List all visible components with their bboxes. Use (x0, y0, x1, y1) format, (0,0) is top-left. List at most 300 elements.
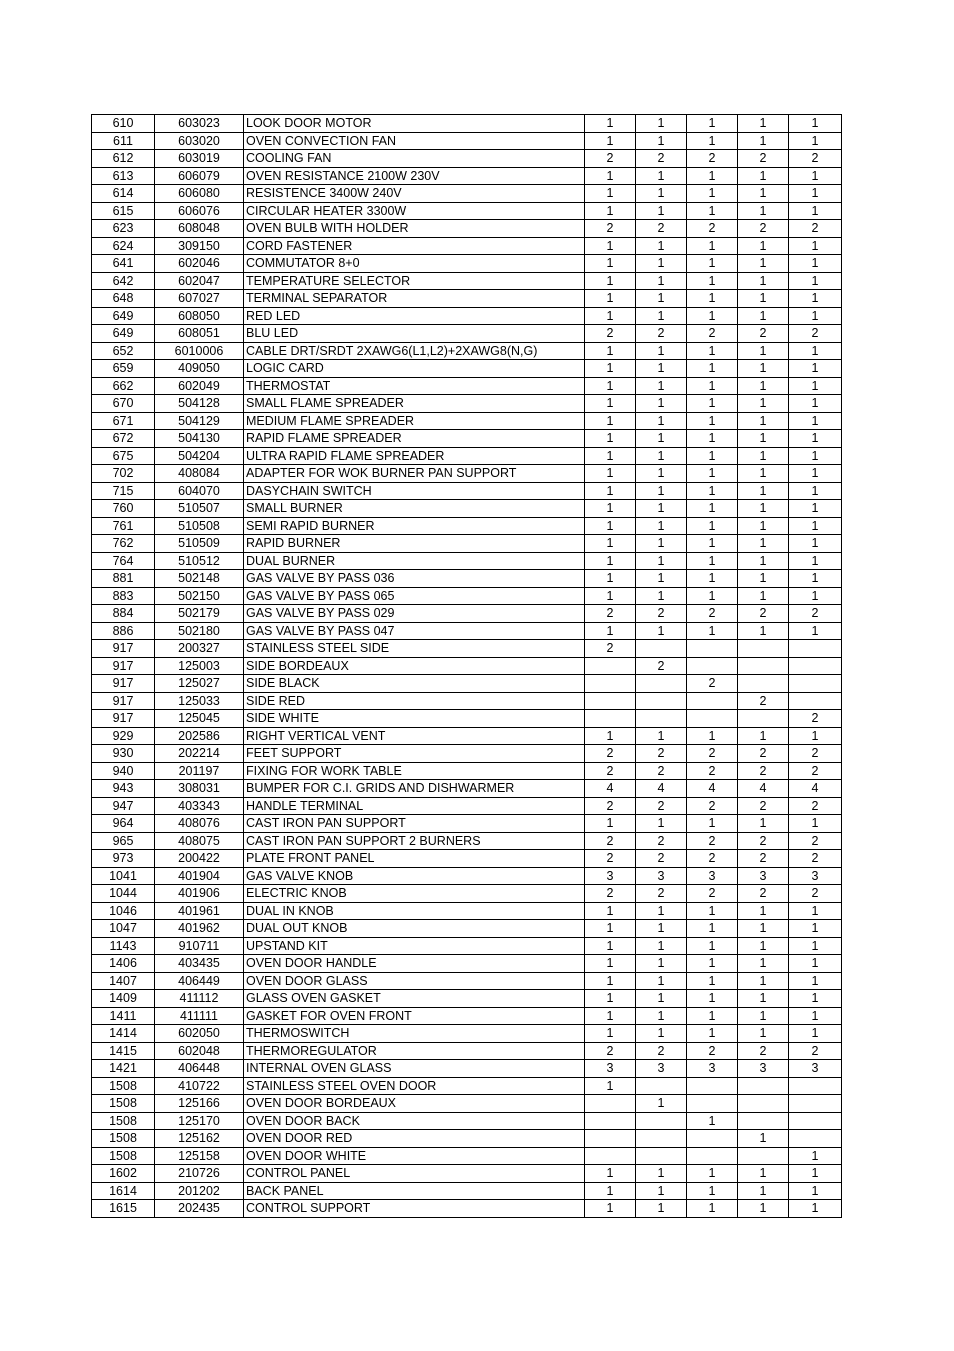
table-row (92, 745, 842, 763)
description-cell: DASYCHAIN SWITCH (244, 482, 585, 500)
qty-cell-4: 1 (738, 430, 789, 448)
qty-cell-1: 2 (585, 1042, 636, 1060)
qty-cell-3: 2 (687, 850, 738, 868)
qty-cell-4: 1 (738, 360, 789, 378)
description-cell: GAS VALVE BY PASS 029 (244, 605, 585, 623)
qty-cell-2: 1 (636, 920, 687, 938)
qty-cell-5: 2 (789, 220, 842, 238)
qty-cell-5: 1 (789, 552, 842, 570)
description-cell: TEMPERATURE SELECTOR (244, 272, 585, 290)
ref-cell: 702 (92, 465, 155, 483)
description-cell: SIDE WHITE (244, 710, 585, 728)
ref-cell: 1411 (92, 1007, 155, 1025)
qty-cell-2 (636, 1147, 687, 1165)
ref-cell: 929 (92, 727, 155, 745)
description-cell: RAPID BURNER (244, 535, 585, 553)
qty-cell-2: 1 (636, 272, 687, 290)
description-cell: DUAL IN KNOB (244, 902, 585, 920)
qty-cell-2: 1 (636, 1025, 687, 1043)
ref-cell: 615 (92, 202, 155, 220)
qty-cell-4 (738, 1095, 789, 1113)
table-row (92, 1112, 842, 1130)
ref-cell: 764 (92, 552, 155, 570)
qty-cell-5: 1 (789, 517, 842, 535)
description-cell: INTERNAL OVEN GLASS (244, 1060, 585, 1078)
table-row (92, 185, 842, 203)
description-cell: CAST IRON PAN SUPPORT 2 BURNERS (244, 832, 585, 850)
qty-cell-5: 1 (789, 622, 842, 640)
qty-cell-5: 1 (789, 465, 842, 483)
ref-cell: 1614 (92, 1182, 155, 1200)
qty-cell-2: 1 (636, 972, 687, 990)
code-cell: 125003 (155, 657, 244, 675)
description-cell: CORD FASTENER (244, 237, 585, 255)
qty-cell-3: 2 (687, 1042, 738, 1060)
ref-cell: 947 (92, 797, 155, 815)
ref-cell: 662 (92, 377, 155, 395)
qty-cell-5: 2 (789, 762, 842, 780)
description-cell: ADAPTER FOR WOK BURNER PAN SUPPORT (244, 465, 585, 483)
code-cell: 603019 (155, 150, 244, 168)
code-cell: 510507 (155, 500, 244, 518)
description-cell: OVEN DOOR GLASS (244, 972, 585, 990)
qty-cell-1: 2 (585, 745, 636, 763)
description-cell: OVEN DOOR BORDEAUX (244, 1095, 585, 1113)
qty-cell-3 (687, 1077, 738, 1095)
qty-cell-3: 2 (687, 797, 738, 815)
ref-cell: 612 (92, 150, 155, 168)
qty-cell-1: 1 (585, 1165, 636, 1183)
qty-cell-5: 1 (789, 1147, 842, 1165)
description-cell: BUMPER FOR C.I. GRIDS AND DISHWARMER (244, 780, 585, 798)
table-row (92, 447, 842, 465)
code-cell: 502180 (155, 622, 244, 640)
qty-cell-2: 1 (636, 360, 687, 378)
qty-cell-2 (636, 1112, 687, 1130)
code-cell: 125170 (155, 1112, 244, 1130)
code-cell: 411111 (155, 1007, 244, 1025)
qty-cell-1: 1 (585, 447, 636, 465)
table-row (92, 797, 842, 815)
ref-cell: 1421 (92, 1060, 155, 1078)
qty-cell-4: 1 (738, 1165, 789, 1183)
qty-cell-3: 1 (687, 972, 738, 990)
table-row (92, 342, 842, 360)
code-cell: 408076 (155, 815, 244, 833)
ref-cell: 884 (92, 605, 155, 623)
table-row (92, 255, 842, 273)
table-row (92, 552, 842, 570)
ref-cell: 760 (92, 500, 155, 518)
ref-cell: 917 (92, 657, 155, 675)
qty-cell-2: 1 (636, 587, 687, 605)
qty-cell-3: 2 (687, 832, 738, 850)
qty-cell-1: 2 (585, 797, 636, 815)
qty-cell-4: 4 (738, 780, 789, 798)
description-cell: COMMUTATOR 8+0 (244, 255, 585, 273)
code-cell: 403343 (155, 797, 244, 815)
qty-cell-1: 2 (585, 325, 636, 343)
table-row (92, 832, 842, 850)
qty-cell-1 (585, 1147, 636, 1165)
qty-cell-2: 1 (636, 255, 687, 273)
qty-cell-5: 1 (789, 727, 842, 745)
qty-cell-4: 3 (738, 867, 789, 885)
qty-cell-3: 1 (687, 937, 738, 955)
description-cell: SMALL FLAME SPREADER (244, 395, 585, 413)
qty-cell-1: 1 (585, 500, 636, 518)
table-row (92, 972, 842, 990)
qty-cell-4: 2 (738, 850, 789, 868)
code-cell: 606076 (155, 202, 244, 220)
qty-cell-2: 1 (636, 237, 687, 255)
code-cell: 606080 (155, 185, 244, 203)
ref-cell: 641 (92, 255, 155, 273)
code-cell: 408084 (155, 465, 244, 483)
qty-cell-5: 2 (789, 605, 842, 623)
qty-cell-5: 1 (789, 1200, 842, 1218)
code-cell: 607027 (155, 290, 244, 308)
qty-cell-3: 1 (687, 535, 738, 553)
table-row (92, 150, 842, 168)
qty-cell-2: 2 (636, 657, 687, 675)
qty-cell-3: 2 (687, 885, 738, 903)
qty-cell-3: 1 (687, 185, 738, 203)
qty-cell-2 (636, 675, 687, 693)
qty-cell-3: 2 (687, 150, 738, 168)
description-cell: GAS VALVE KNOB (244, 867, 585, 885)
table-row (92, 517, 842, 535)
code-cell: 201202 (155, 1182, 244, 1200)
qty-cell-4: 1 (738, 115, 789, 133)
qty-cell-3: 3 (687, 867, 738, 885)
qty-cell-5: 1 (789, 202, 842, 220)
qty-cell-1 (585, 692, 636, 710)
qty-cell-3: 1 (687, 360, 738, 378)
ref-cell: 675 (92, 447, 155, 465)
qty-cell-3: 1 (687, 1165, 738, 1183)
table-row (92, 937, 842, 955)
ref-cell: 613 (92, 167, 155, 185)
qty-cell-5: 1 (789, 990, 842, 1008)
qty-cell-1: 1 (585, 1025, 636, 1043)
code-cell: 202586 (155, 727, 244, 745)
table-row (92, 587, 842, 605)
qty-cell-2: 1 (636, 815, 687, 833)
ref-cell: 917 (92, 640, 155, 658)
code-cell: 410722 (155, 1077, 244, 1095)
code-cell: 125027 (155, 675, 244, 693)
qty-cell-5: 2 (789, 832, 842, 850)
description-cell: OVEN DOOR HANDLE (244, 955, 585, 973)
qty-cell-2: 1 (636, 1007, 687, 1025)
qty-cell-3 (687, 710, 738, 728)
description-cell: STAINLESS STEEL SIDE (244, 640, 585, 658)
qty-cell-1: 1 (585, 482, 636, 500)
code-cell: 603020 (155, 132, 244, 150)
qty-cell-5 (789, 675, 842, 693)
qty-cell-1: 1 (585, 342, 636, 360)
qty-cell-5: 1 (789, 535, 842, 553)
ref-cell: 917 (92, 710, 155, 728)
description-cell: OVEN CONVECTION FAN (244, 132, 585, 150)
description-cell: OVEN DOOR RED (244, 1130, 585, 1148)
qty-cell-5: 1 (789, 447, 842, 465)
qty-cell-2: 1 (636, 552, 687, 570)
qty-cell-2: 1 (636, 202, 687, 220)
code-cell: 510512 (155, 552, 244, 570)
qty-cell-2: 1 (636, 132, 687, 150)
table-row (92, 1147, 842, 1165)
code-cell: 608048 (155, 220, 244, 238)
qty-cell-3: 1 (687, 115, 738, 133)
qty-cell-5: 1 (789, 1182, 842, 1200)
qty-cell-2: 1 (636, 395, 687, 413)
qty-cell-4: 1 (738, 272, 789, 290)
qty-cell-3: 2 (687, 745, 738, 763)
qty-cell-2: 4 (636, 780, 687, 798)
qty-cell-1: 1 (585, 255, 636, 273)
qty-cell-5: 1 (789, 587, 842, 605)
table-row (92, 570, 842, 588)
table-row (92, 290, 842, 308)
qty-cell-2: 1 (636, 570, 687, 588)
qty-cell-1: 2 (585, 885, 636, 903)
code-cell: 603023 (155, 115, 244, 133)
qty-cell-4: 2 (738, 797, 789, 815)
description-cell: HANDLE TERMINAL (244, 797, 585, 815)
code-cell: 403435 (155, 955, 244, 973)
code-cell: 125166 (155, 1095, 244, 1113)
qty-cell-3: 1 (687, 255, 738, 273)
qty-cell-2: 2 (636, 605, 687, 623)
code-cell: 406448 (155, 1060, 244, 1078)
code-cell: 504129 (155, 412, 244, 430)
qty-cell-1: 1 (585, 535, 636, 553)
qty-cell-3: 2 (687, 325, 738, 343)
description-cell: CIRCULAR HEATER 3300W (244, 202, 585, 220)
description-cell: BLU LED (244, 325, 585, 343)
table-row (92, 675, 842, 693)
ref-cell: 930 (92, 745, 155, 763)
qty-cell-3: 1 (687, 342, 738, 360)
qty-cell-3: 3 (687, 1060, 738, 1078)
ref-cell: 715 (92, 482, 155, 500)
description-cell: SIDE BLACK (244, 675, 585, 693)
ref-cell: 881 (92, 570, 155, 588)
table-row (92, 500, 842, 518)
qty-cell-4: 1 (738, 955, 789, 973)
qty-cell-2: 1 (636, 185, 687, 203)
description-cell: RAPID FLAME SPREADER (244, 430, 585, 448)
code-cell: 606079 (155, 167, 244, 185)
qty-cell-3: 2 (687, 605, 738, 623)
qty-cell-1: 1 (585, 290, 636, 308)
ref-cell: 917 (92, 675, 155, 693)
qty-cell-5: 1 (789, 342, 842, 360)
qty-cell-3 (687, 657, 738, 675)
qty-cell-4 (738, 675, 789, 693)
table-row (92, 727, 842, 745)
table-row (92, 1200, 842, 1218)
qty-cell-1: 1 (585, 937, 636, 955)
qty-cell-4: 1 (738, 535, 789, 553)
qty-cell-1: 2 (585, 150, 636, 168)
code-cell: 125045 (155, 710, 244, 728)
qty-cell-3: 1 (687, 815, 738, 833)
qty-cell-1: 1 (585, 430, 636, 448)
qty-cell-4: 1 (738, 395, 789, 413)
qty-cell-1: 1 (585, 727, 636, 745)
code-cell: 401904 (155, 867, 244, 885)
table-row (92, 780, 842, 798)
qty-cell-1: 1 (585, 570, 636, 588)
qty-cell-1: 1 (585, 517, 636, 535)
qty-cell-1: 1 (585, 972, 636, 990)
description-cell: UPSTAND KIT (244, 937, 585, 955)
qty-cell-1: 2 (585, 850, 636, 868)
description-cell: SMALL BURNER (244, 500, 585, 518)
qty-cell-3: 1 (687, 902, 738, 920)
description-cell: GAS VALVE BY PASS 047 (244, 622, 585, 640)
qty-cell-1 (585, 1130, 636, 1148)
qty-cell-3: 1 (687, 447, 738, 465)
code-cell: 201197 (155, 762, 244, 780)
qty-cell-5 (789, 640, 842, 658)
qty-cell-4: 2 (738, 1042, 789, 1060)
qty-cell-5: 1 (789, 972, 842, 990)
qty-cell-5: 1 (789, 570, 842, 588)
qty-cell-2: 1 (636, 535, 687, 553)
qty-cell-5: 1 (789, 430, 842, 448)
qty-cell-2: 1 (636, 342, 687, 360)
code-cell: 602050 (155, 1025, 244, 1043)
code-cell: 210726 (155, 1165, 244, 1183)
description-cell: CABLE DRT/SRDT 2XAWG6(L1,L2)+2XAWG8(N,G) (244, 342, 585, 360)
qty-cell-4: 1 (738, 727, 789, 745)
qty-cell-4: 1 (738, 622, 789, 640)
qty-cell-3: 1 (687, 202, 738, 220)
qty-cell-1: 3 (585, 867, 636, 885)
ref-cell: 614 (92, 185, 155, 203)
qty-cell-5 (789, 1112, 842, 1130)
qty-cell-3: 1 (687, 1112, 738, 1130)
qty-cell-5: 1 (789, 500, 842, 518)
table-row (92, 1025, 842, 1043)
qty-cell-1: 1 (585, 377, 636, 395)
qty-cell-3: 1 (687, 570, 738, 588)
qty-cell-2: 1 (636, 622, 687, 640)
qty-cell-3: 1 (687, 500, 738, 518)
code-cell: 504204 (155, 447, 244, 465)
qty-cell-5: 2 (789, 850, 842, 868)
qty-cell-3: 1 (687, 587, 738, 605)
table-row (92, 1130, 842, 1148)
qty-cell-2: 2 (636, 150, 687, 168)
qty-cell-3: 1 (687, 237, 738, 255)
qty-cell-5: 1 (789, 920, 842, 938)
qty-cell-4: 1 (738, 990, 789, 1008)
qty-cell-5: 1 (789, 237, 842, 255)
ref-cell: 659 (92, 360, 155, 378)
description-cell: DUAL BURNER (244, 552, 585, 570)
qty-cell-1: 1 (585, 412, 636, 430)
qty-cell-2 (636, 692, 687, 710)
qty-cell-1: 1 (585, 1182, 636, 1200)
description-cell: FIXING FOR WORK TABLE (244, 762, 585, 780)
qty-cell-5: 1 (789, 902, 842, 920)
table-row (92, 465, 842, 483)
qty-cell-3: 1 (687, 1182, 738, 1200)
description-cell: OVEN RESISTANCE 2100W 230V (244, 167, 585, 185)
table-row (92, 395, 842, 413)
ref-cell: 649 (92, 325, 155, 343)
qty-cell-5: 1 (789, 937, 842, 955)
qty-cell-2: 1 (636, 377, 687, 395)
qty-cell-4 (738, 640, 789, 658)
code-cell: 608050 (155, 307, 244, 325)
qty-cell-4: 1 (738, 552, 789, 570)
ref-cell: 610 (92, 115, 155, 133)
qty-cell-1 (585, 1112, 636, 1130)
qty-cell-4: 1 (738, 237, 789, 255)
qty-cell-2: 1 (636, 1200, 687, 1218)
qty-cell-1: 1 (585, 1200, 636, 1218)
qty-cell-1: 1 (585, 990, 636, 1008)
qty-cell-5: 1 (789, 255, 842, 273)
qty-cell-5: 1 (789, 395, 842, 413)
qty-cell-5: 1 (789, 1165, 842, 1183)
code-cell: 502150 (155, 587, 244, 605)
qty-cell-5: 2 (789, 1042, 842, 1060)
qty-cell-3: 1 (687, 1007, 738, 1025)
qty-cell-3: 2 (687, 762, 738, 780)
ref-cell: 917 (92, 692, 155, 710)
description-cell: ELECTRIC KNOB (244, 885, 585, 903)
qty-cell-2: 2 (636, 850, 687, 868)
ref-cell: 1415 (92, 1042, 155, 1060)
qty-cell-5 (789, 1077, 842, 1095)
code-cell: 602048 (155, 1042, 244, 1060)
code-cell: 411112 (155, 990, 244, 1008)
qty-cell-5: 2 (789, 885, 842, 903)
qty-cell-5 (789, 1130, 842, 1148)
table-row (92, 815, 842, 833)
code-cell: 6010006 (155, 342, 244, 360)
qty-cell-4: 1 (738, 1200, 789, 1218)
qty-cell-2: 1 (636, 517, 687, 535)
qty-cell-3 (687, 1147, 738, 1165)
qty-cell-3 (687, 1095, 738, 1113)
table-row (92, 325, 842, 343)
qty-cell-2: 1 (636, 902, 687, 920)
qty-cell-2 (636, 640, 687, 658)
qty-cell-2: 2 (636, 832, 687, 850)
qty-cell-5: 1 (789, 815, 842, 833)
qty-cell-2 (636, 1077, 687, 1095)
qty-cell-2: 2 (636, 885, 687, 903)
code-cell: 308031 (155, 780, 244, 798)
qty-cell-3: 1 (687, 482, 738, 500)
description-cell: LOOK DOOR MOTOR (244, 115, 585, 133)
qty-cell-5: 1 (789, 272, 842, 290)
code-cell: 200327 (155, 640, 244, 658)
ref-cell: 1046 (92, 902, 155, 920)
code-cell: 602049 (155, 377, 244, 395)
code-cell: 602047 (155, 272, 244, 290)
qty-cell-1: 4 (585, 780, 636, 798)
qty-cell-4: 2 (738, 150, 789, 168)
